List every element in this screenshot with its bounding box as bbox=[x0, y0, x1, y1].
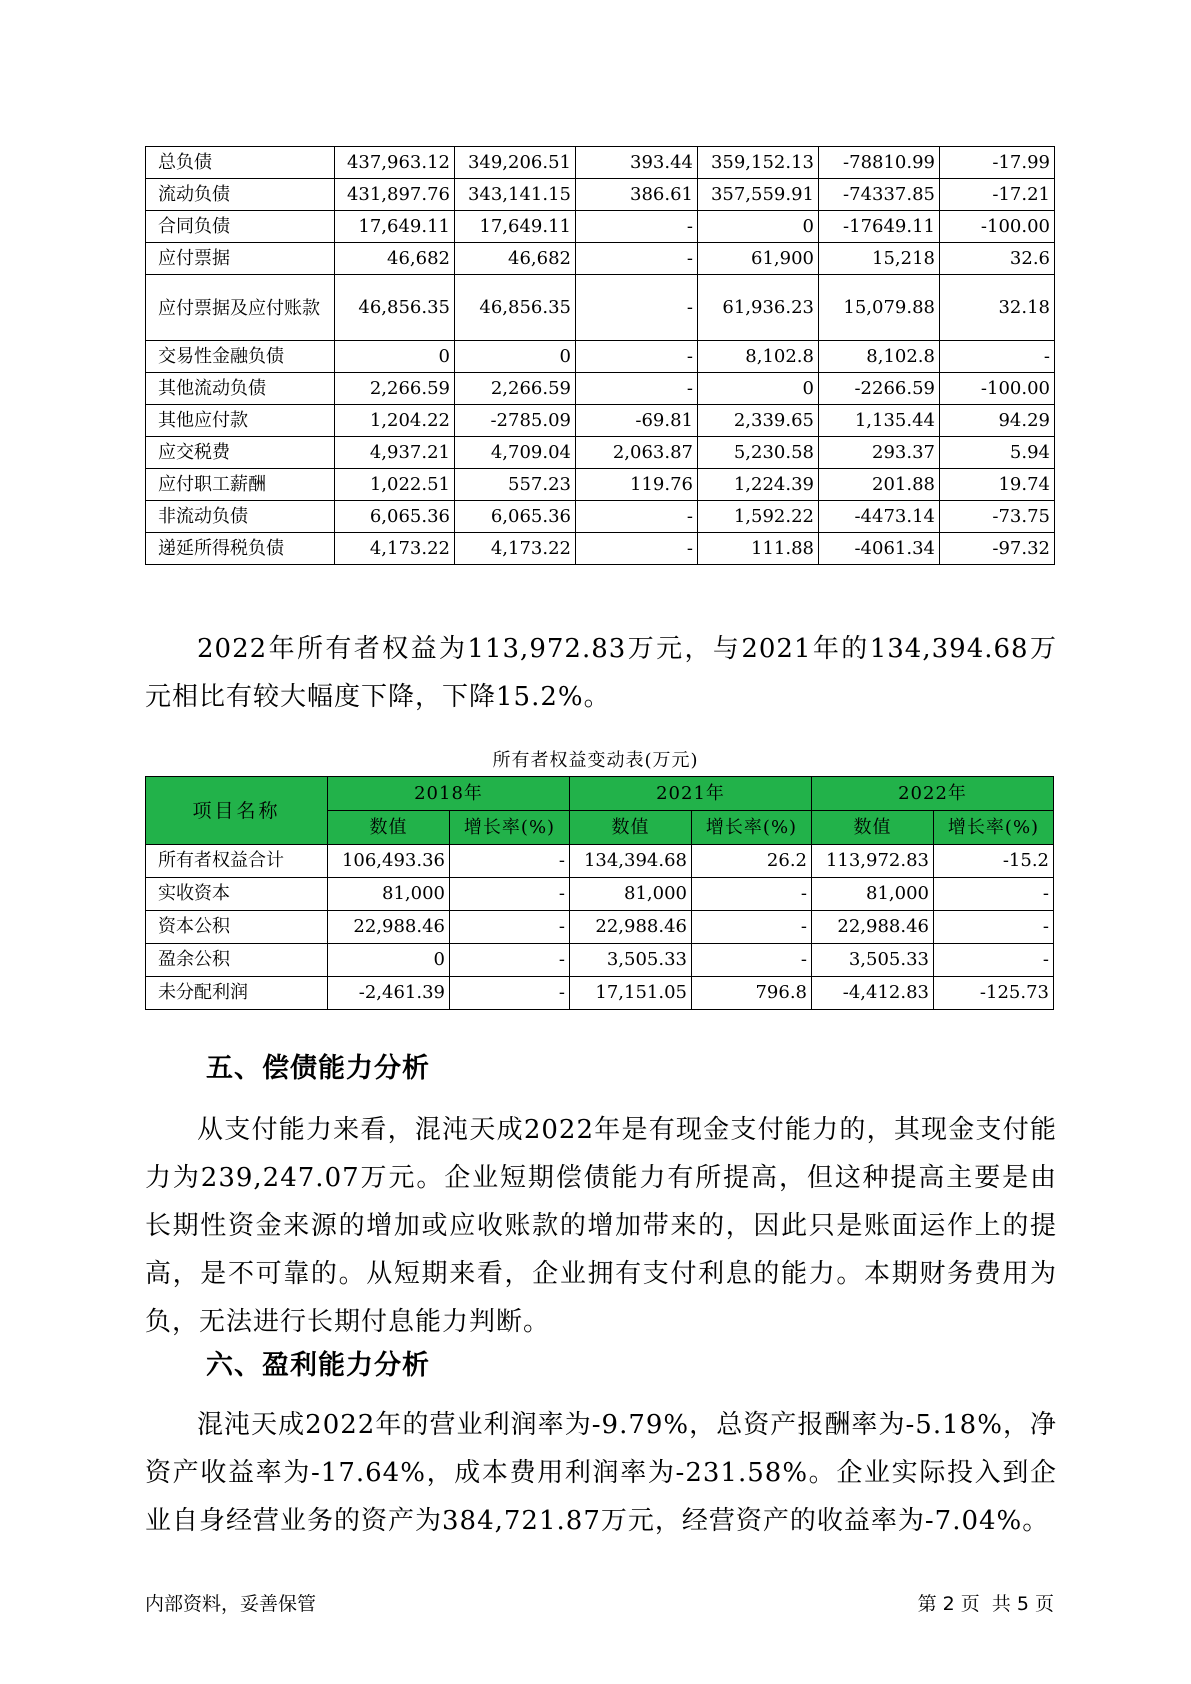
table-cell: 26.2 bbox=[692, 845, 812, 878]
table-cell: -2785.09 bbox=[455, 405, 576, 437]
table-cell: 119.76 bbox=[576, 469, 698, 501]
table-cell: - bbox=[450, 977, 570, 1010]
table-cell: - bbox=[692, 878, 812, 911]
table-cell: 1,204.22 bbox=[335, 405, 455, 437]
table-cell: 17,649.11 bbox=[455, 211, 576, 243]
table-cell: 359,152.13 bbox=[698, 147, 819, 179]
footer-page-number: 第 2 页 共 5 页 bbox=[917, 1593, 1054, 1615]
table-cell: 2,266.59 bbox=[335, 373, 455, 405]
row-label: 未分配利润 bbox=[146, 977, 328, 1010]
table-cell: 22,988.46 bbox=[328, 911, 450, 944]
table-cell: -4061.34 bbox=[819, 533, 940, 565]
table-cell: 111.88 bbox=[698, 533, 819, 565]
table-cell: - bbox=[450, 944, 570, 977]
row-label: 应交税费 bbox=[146, 437, 335, 469]
table-cell: 3,505.33 bbox=[570, 944, 692, 977]
table-row bbox=[146, 243, 1055, 275]
table-row bbox=[146, 911, 1054, 944]
header-item-name: 项目名称 bbox=[146, 777, 328, 845]
header-growth: 增长率(%) bbox=[934, 811, 1054, 845]
table-cell: 437,963.12 bbox=[335, 147, 455, 179]
table-cell: 4,709.04 bbox=[455, 437, 576, 469]
table-cell: 81,000 bbox=[812, 878, 934, 911]
table-cell: 293.37 bbox=[819, 437, 940, 469]
row-label: 实收资本 bbox=[146, 878, 328, 911]
table-cell: -2,461.39 bbox=[328, 977, 450, 1010]
table-cell: 61,900 bbox=[698, 243, 819, 275]
table-cell: 113,972.83 bbox=[812, 845, 934, 878]
table-cell: 46,682 bbox=[335, 243, 455, 275]
solvency-paragraph: 从支付能力来看，混沌天成2022年是有现金支付能力的，其现金支付能力为239,247.07万元。企业短期偿债能力有所提高，但这种提高主要是由长期性资金来源的增加或应收账款的增加带来的，因此只是账面运作上的提高，是不可靠的。从短期来看，企业拥有支付利息的能力。本期财务费用为负，无法进行长期付息能力判断。 bbox=[145, 1115, 1057, 1337]
table-cell: 81,000 bbox=[328, 878, 450, 911]
table-cell: 46,856.35 bbox=[335, 275, 455, 341]
table-cell: 22,988.46 bbox=[812, 911, 934, 944]
table-cell: -17.21 bbox=[940, 179, 1055, 211]
row-label: 总负债 bbox=[146, 147, 335, 179]
table-cell: 4,937.21 bbox=[335, 437, 455, 469]
table-cell: 6,065.36 bbox=[335, 501, 455, 533]
header-growth: 增长率(%) bbox=[450, 811, 570, 845]
row-label: 资本公积 bbox=[146, 911, 328, 944]
table-cell: 46,856.35 bbox=[455, 275, 576, 341]
table-cell: - bbox=[450, 845, 570, 878]
table-cell: 3,505.33 bbox=[812, 944, 934, 977]
table-cell: 557.23 bbox=[455, 469, 576, 501]
table-cell: 343,141.15 bbox=[455, 179, 576, 211]
table-cell: 32.6 bbox=[940, 243, 1055, 275]
table-cell: 431,897.76 bbox=[335, 179, 455, 211]
row-label: 其他应付款 bbox=[146, 405, 335, 437]
row-label: 盈余公积 bbox=[146, 944, 328, 977]
table-cell: - bbox=[576, 533, 698, 565]
table-row bbox=[146, 469, 1055, 501]
header-year-2018: 2018年 bbox=[328, 777, 570, 811]
table-cell: 134,394.68 bbox=[570, 845, 692, 878]
table-cell: 2,339.65 bbox=[698, 405, 819, 437]
table-cell: 15,079.88 bbox=[819, 275, 940, 341]
table-cell: 1,022.51 bbox=[335, 469, 455, 501]
table-cell: 22,988.46 bbox=[570, 911, 692, 944]
row-label: 递延所得税负债 bbox=[146, 533, 335, 565]
table-cell: 0 bbox=[698, 373, 819, 405]
table-cell: 17,649.11 bbox=[335, 211, 455, 243]
table-cell: - bbox=[450, 911, 570, 944]
table-row bbox=[146, 147, 1055, 179]
table-cell: 2,063.87 bbox=[576, 437, 698, 469]
liabilities-table bbox=[145, 146, 1055, 565]
table-cell: -97.32 bbox=[940, 533, 1055, 565]
table-cell: 61,936.23 bbox=[698, 275, 819, 341]
table-cell: 8,102.8 bbox=[819, 341, 940, 373]
table-cell: -78810.99 bbox=[819, 147, 940, 179]
table-cell: 81,000 bbox=[570, 878, 692, 911]
table-cell: 19.74 bbox=[940, 469, 1055, 501]
table-row bbox=[146, 179, 1055, 211]
table-cell: 1,224.39 bbox=[698, 469, 819, 501]
equity-table bbox=[145, 776, 1054, 1010]
table-cell: 201.88 bbox=[819, 469, 940, 501]
table-row bbox=[146, 944, 1054, 977]
table-cell: - bbox=[576, 341, 698, 373]
table-cell: - bbox=[940, 341, 1055, 373]
row-label: 所有者权益合计 bbox=[146, 845, 328, 878]
table-cell: - bbox=[934, 911, 1054, 944]
table-cell: 106,493.36 bbox=[328, 845, 450, 878]
table-cell: 349,206.51 bbox=[455, 147, 576, 179]
table-cell: -2266.59 bbox=[819, 373, 940, 405]
table-cell: 386.61 bbox=[576, 179, 698, 211]
table-cell: 94.29 bbox=[940, 405, 1055, 437]
header-value: 数值 bbox=[812, 811, 934, 845]
table-cell: 8,102.8 bbox=[698, 341, 819, 373]
row-label: 流动负债 bbox=[146, 179, 335, 211]
table-row bbox=[146, 373, 1055, 405]
table-row bbox=[146, 533, 1055, 565]
table-cell: - bbox=[576, 211, 698, 243]
table-cell: -69.81 bbox=[576, 405, 698, 437]
table-cell: 5.94 bbox=[940, 437, 1055, 469]
row-label: 应付票据及应付账款 bbox=[146, 275, 335, 341]
liabilities-table-body bbox=[146, 147, 1055, 565]
row-label: 合同负债 bbox=[146, 211, 335, 243]
table-cell: 6,065.36 bbox=[455, 501, 576, 533]
equity-table-caption: 所有者权益变动表(万元) bbox=[492, 750, 699, 771]
header-value: 数值 bbox=[328, 811, 450, 845]
table-cell: -125.73 bbox=[934, 977, 1054, 1010]
table-cell: -17649.11 bbox=[819, 211, 940, 243]
table-cell: 357,559.91 bbox=[698, 179, 819, 211]
table-row bbox=[146, 405, 1055, 437]
row-label: 应付票据 bbox=[146, 243, 335, 275]
table-row bbox=[146, 341, 1055, 373]
table-cell: 796.8 bbox=[692, 977, 812, 1010]
row-label: 应付职工薪酬 bbox=[146, 469, 335, 501]
table-cell: - bbox=[934, 878, 1054, 911]
section-heading-solvency: 五、偿债能力分析 bbox=[206, 1053, 430, 1084]
table-cell: -15.2 bbox=[934, 845, 1054, 878]
table-cell: - bbox=[576, 501, 698, 533]
table-cell: - bbox=[576, 243, 698, 275]
table-cell: - bbox=[576, 373, 698, 405]
table-cell: 2,266.59 bbox=[455, 373, 576, 405]
table-cell: 4,173.22 bbox=[335, 533, 455, 565]
table-cell: -73.75 bbox=[940, 501, 1055, 533]
equity-summary-paragraph: 2022年所有者权益为113,972.83万元，与2021年的134,394.68万元相比有较大幅度下降，下降15.2%。 bbox=[145, 634, 1057, 712]
table-cell: - bbox=[934, 944, 1054, 977]
table-row bbox=[146, 275, 1055, 341]
equity-table-body bbox=[146, 845, 1054, 1010]
table-row bbox=[146, 501, 1055, 533]
table-cell: -74337.85 bbox=[819, 179, 940, 211]
table-row bbox=[146, 845, 1054, 878]
table-cell: 1,592.22 bbox=[698, 501, 819, 533]
table-cell: 0 bbox=[335, 341, 455, 373]
header-year-2022: 2022年 bbox=[812, 777, 1054, 811]
table-cell: 15,218 bbox=[819, 243, 940, 275]
row-label: 其他流动负债 bbox=[146, 373, 335, 405]
table-cell: -17.99 bbox=[940, 147, 1055, 179]
table-cell: -100.00 bbox=[940, 211, 1055, 243]
table-row bbox=[146, 878, 1054, 911]
table-cell: 17,151.05 bbox=[570, 977, 692, 1010]
table-cell: - bbox=[692, 944, 812, 977]
table-cell: 1,135.44 bbox=[819, 405, 940, 437]
row-label: 交易性金融负债 bbox=[146, 341, 335, 373]
table-cell: - bbox=[450, 878, 570, 911]
header-growth: 增长率(%) bbox=[692, 811, 812, 845]
table-cell: -4473.14 bbox=[819, 501, 940, 533]
table-cell: - bbox=[692, 911, 812, 944]
profitability-paragraph: 混沌天成2022年的营业利润率为-9.79%，总资产报酬率为-5.18%，净资产收益率为-17.64%，成本费用利润率为-231.58%。企业实际投入到企业自身经营业务的资产为384,721.87万元，经营资产的收益率为-7.04%。 bbox=[145, 1410, 1057, 1536]
table-cell: -100.00 bbox=[940, 373, 1055, 405]
header-year-2021: 2021年 bbox=[570, 777, 812, 811]
table-row bbox=[146, 977, 1054, 1010]
equity-table-header bbox=[146, 777, 1054, 845]
table-cell: 5,230.58 bbox=[698, 437, 819, 469]
table-row bbox=[146, 211, 1055, 243]
table-cell: 4,173.22 bbox=[455, 533, 576, 565]
table-row bbox=[146, 437, 1055, 469]
section-heading-profitability: 六、盈利能力分析 bbox=[206, 1350, 430, 1381]
row-label: 非流动负债 bbox=[146, 501, 335, 533]
table-cell: 0 bbox=[328, 944, 450, 977]
table-cell: -4,412.83 bbox=[812, 977, 934, 1010]
header-value: 数值 bbox=[570, 811, 692, 845]
footer-confidential-note: 内部资料，妥善保管 bbox=[145, 1593, 317, 1615]
table-cell: 0 bbox=[698, 211, 819, 243]
table-cell: - bbox=[576, 275, 698, 341]
table-cell: 32.18 bbox=[940, 275, 1055, 341]
table-cell: 46,682 bbox=[455, 243, 576, 275]
table-cell: 393.44 bbox=[576, 147, 698, 179]
table-cell: 0 bbox=[455, 341, 576, 373]
